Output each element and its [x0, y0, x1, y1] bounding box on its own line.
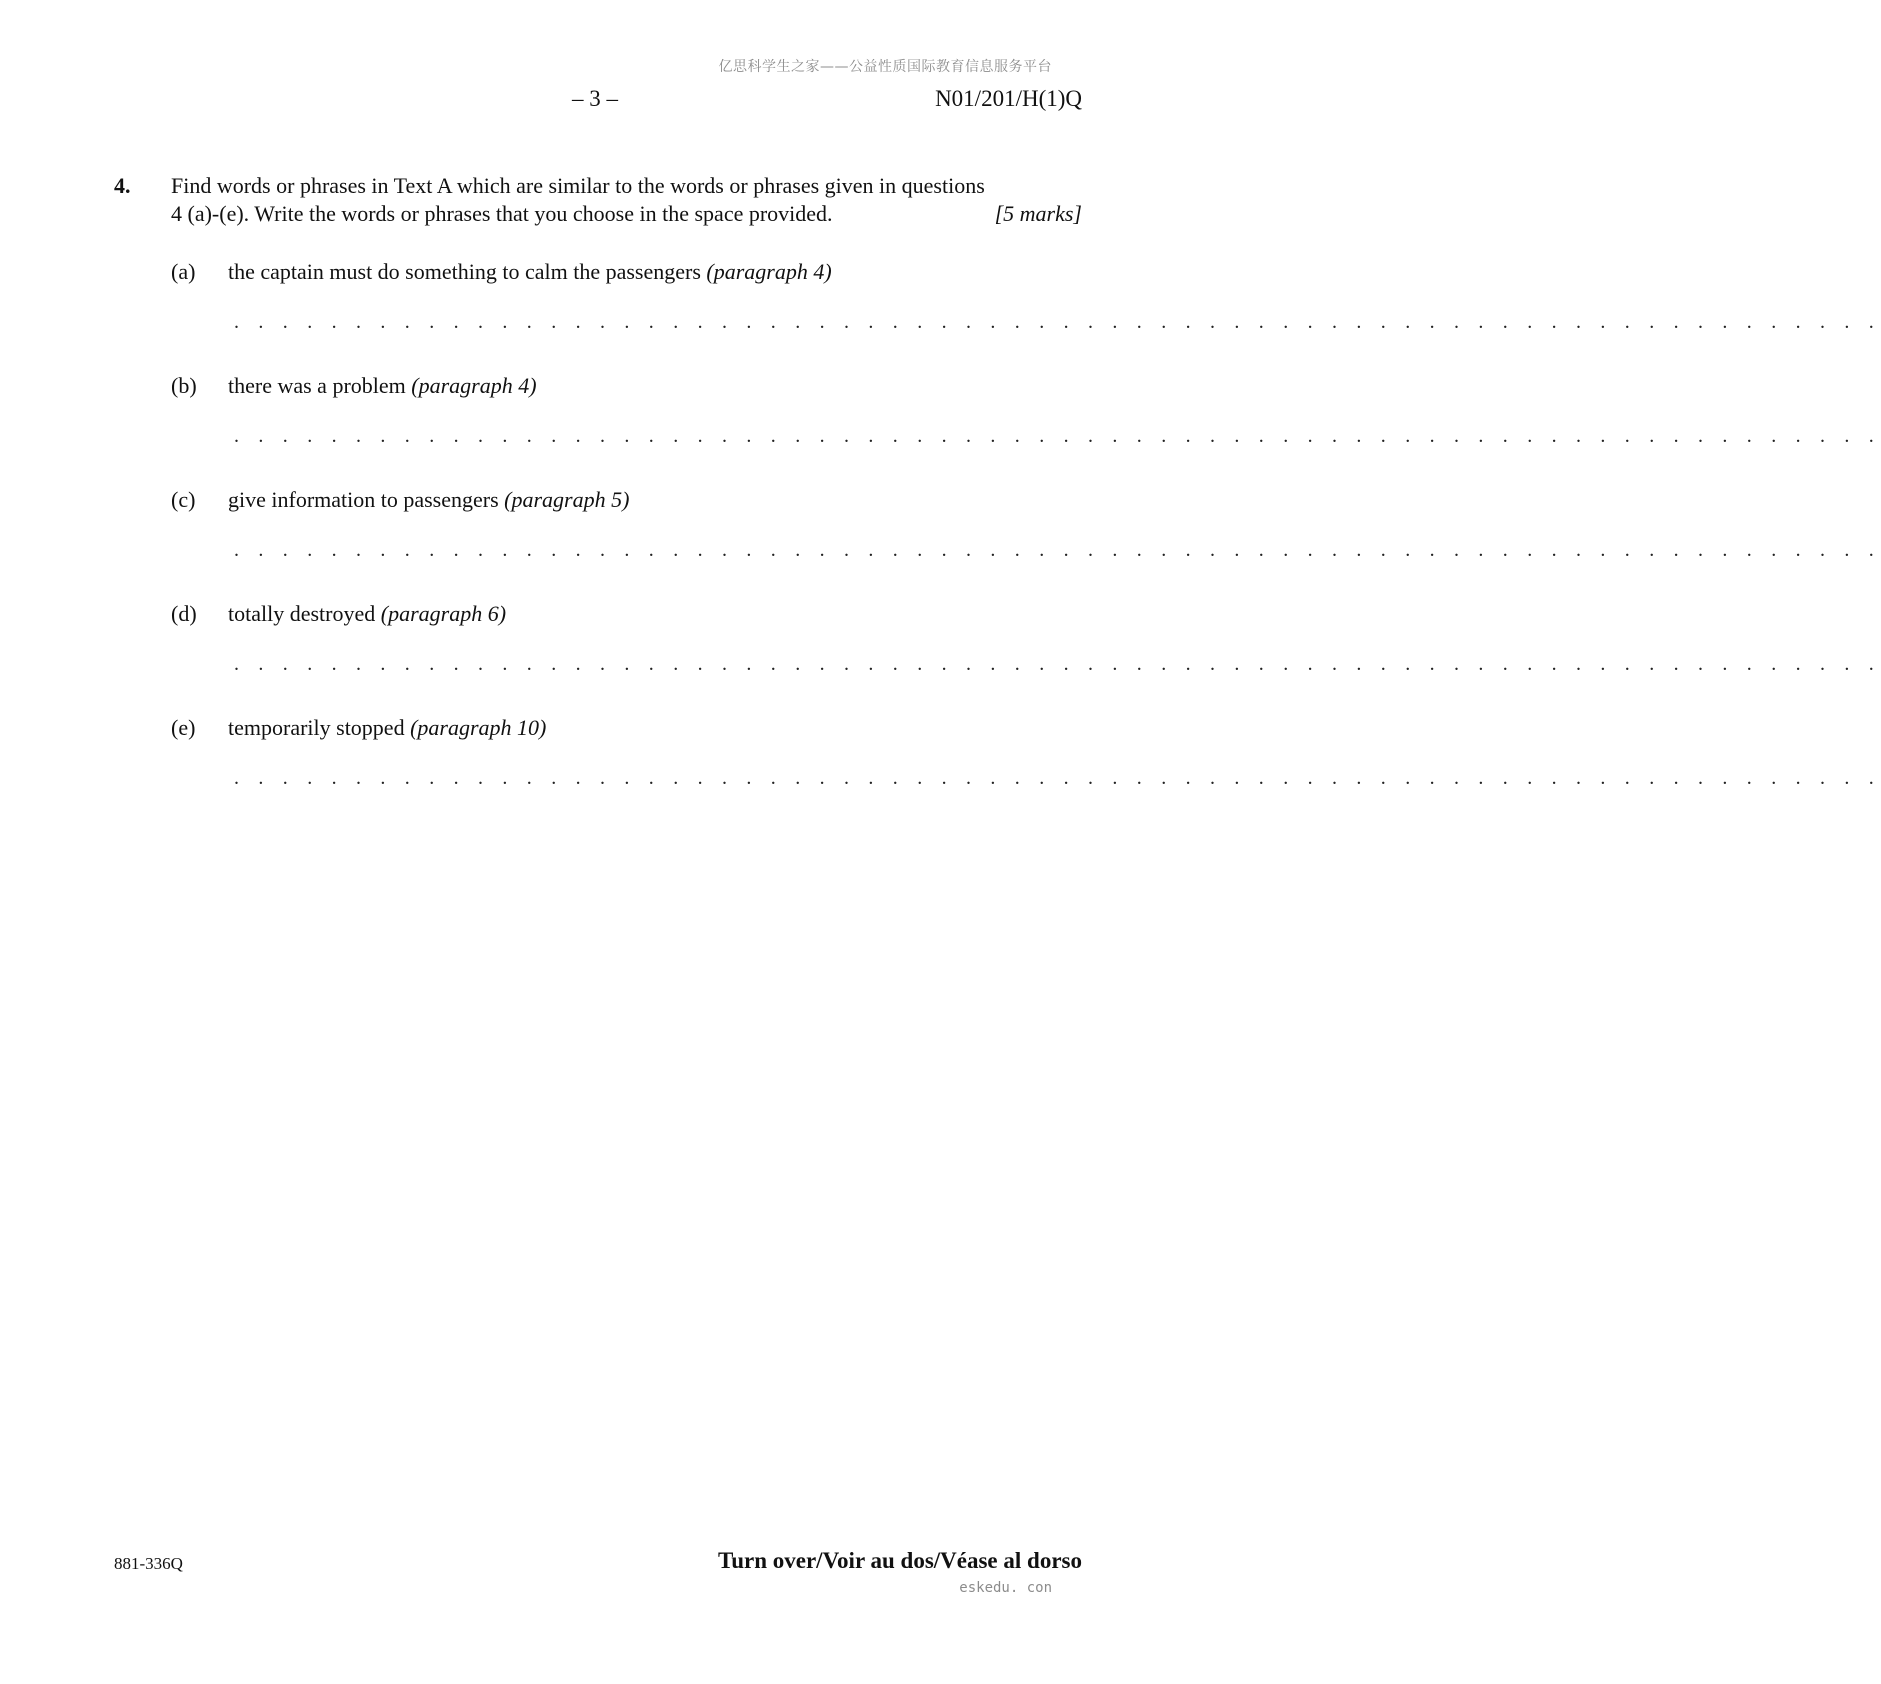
item-reference: (paragraph 4) — [706, 259, 832, 284]
item-text — [228, 715, 546, 741]
item-reference: (paragraph 4) — [411, 373, 537, 398]
question-text — [171, 172, 1082, 228]
question-item-a — [171, 259, 1881, 373]
watermark-bottom: eskedu. con — [959, 1580, 1052, 1596]
item-label: (c) — [171, 487, 196, 512]
item-prompt: give information to passengers — [228, 487, 499, 512]
item-text — [228, 259, 832, 285]
question-item-b — [171, 373, 1881, 487]
item-label: (a) — [171, 259, 196, 284]
item-prompt: totally destroyed — [228, 601, 376, 626]
question-line-2-row — [171, 200, 1082, 228]
item-reference: (paragraph 6) — [380, 601, 507, 626]
turn-over-note: Turn over/Voir au dos/Véase al dorso — [717, 1548, 1082, 1573]
question-item-c — [171, 487, 1881, 601]
answer-line[interactable]: . . . . . . . . . . . . . . . . . . . . . . . . . . . . . . . . . . . . . . . . . . . . . . . . . . . . . . . . . . . . . . . . . . . . — [234, 653, 1881, 675]
item-text — [228, 487, 629, 513]
item-reference: (paragraph 5) — [504, 487, 630, 512]
item-text — [228, 373, 537, 399]
item-label: (d) — [171, 601, 197, 626]
item-text — [228, 601, 506, 627]
question-line-1: Find words or phrases in Text A which are similar to the words or phrases given in questions — [171, 173, 985, 198]
item-reference: (paragraph 10) — [410, 715, 547, 740]
item-prompt: there was a problem — [228, 373, 406, 398]
answer-line[interactable]: . . . . . . . . . . . . . . . . . . . . . . . . . . . . . . . . . . . . . . . . . . . . . . . . . . . . . . . . . . . . . . . . . . . . — [234, 539, 1881, 561]
answer-line[interactable]: . . . . . . . . . . . . . . . . . . . . . . . . . . . . . . . . . . . . . . . . . . . . . . . . . . . . . . . . . . . . . . . . . . . . — [234, 311, 1881, 333]
page-number: – 3 – — [572, 86, 618, 111]
watermark-top: 亿思科学生之家——公益性质国际教育信息服务平台 — [718, 59, 1052, 75]
document-code: N01/201/H(1)Q — [935, 86, 1082, 111]
question-marks: [5 marks] — [994, 201, 1082, 226]
answer-line[interactable]: . . . . . . . . . . . . . . . . . . . . . . . . . . . . . . . . . . . . . . . . . . . . . . . . . . . . . . . . . . . . . . . . . . . . — [234, 767, 1881, 789]
answer-line[interactable]: . . . . . . . . . . . . . . . . . . . . . . . . . . . . . . . . . . . . . . . . . . . . . . . . . . . . . . . . . . . . . . . . . . . . — [234, 425, 1881, 447]
question-line-2: 4 (a)-(e). Write the words or phrases that you choose in the space provided. — [171, 201, 833, 226]
item-label: (e) — [171, 715, 196, 740]
item-prompt: temporarily stopped — [228, 715, 405, 740]
question-item-d — [171, 601, 1881, 715]
footer-code: 881-336Q — [114, 1554, 183, 1573]
item-prompt: the captain must do something to calm the passengers — [228, 259, 701, 284]
question-item-e — [171, 715, 1881, 829]
question-items — [171, 259, 1881, 829]
question-number: 4. — [114, 173, 131, 198]
question-4 — [114, 172, 1082, 228]
item-label: (b) — [171, 373, 197, 398]
